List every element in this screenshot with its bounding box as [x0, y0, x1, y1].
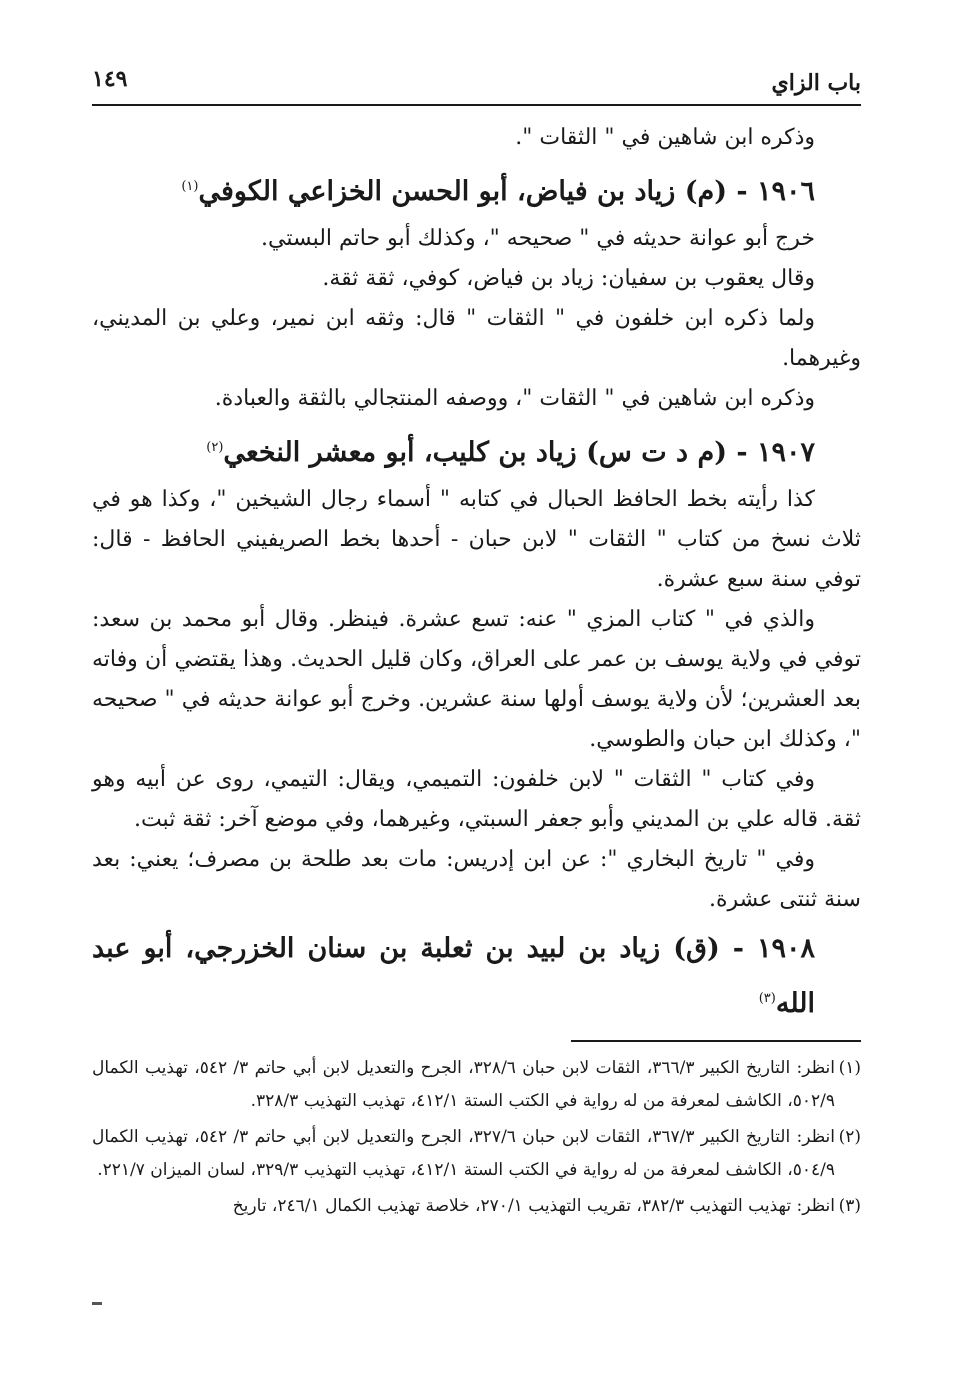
paragraph: وذكره ابن شاهين في " الثقات ". — [515, 125, 815, 150]
footnote-1 — [92, 1052, 861, 1118]
paragraph: ولما ذكره ابن خلفون في " الثقات " قال: وثقه ابن نمير، وعلي بن المديني، وغيرهما. — [92, 306, 861, 371]
main-text — [92, 118, 861, 1031]
footnote-2 — [92, 1121, 861, 1187]
footnote-ref: (٣) — [758, 991, 776, 1006]
chapter-title: باب الزاي — [771, 70, 861, 96]
entry-title: ١٩٠٧ - (م د ت س) زياد بن كليب، أبو معشر النخعي — [223, 437, 815, 468]
footnote-ref: (٢) — [206, 440, 224, 455]
entry-heading-1908 — [92, 924, 861, 1029]
footnote-3 — [92, 1190, 861, 1223]
footnote-number: (٢) — [838, 1127, 861, 1147]
page-header — [92, 58, 861, 106]
paragraph: وفي كتاب " الثقات " لابن خلفون: التميمي، ويقال: التيمي، روى عن أبيه وهو ثقة. قاله علي بن المديني وأبو جعفر السبتي، وغيرهما، وفي موضع آخر: ثقة ثبت. — [92, 767, 861, 832]
entry-title: ١٩٠٨ - (ق) زياد بن لبيد بن ثعلبة بن سنان الخزرجي، أبو عبد الله — [92, 933, 815, 1019]
entry-title: ١٩٠٦ - (م) زياد بن فياض، أبو الحسن الخزاعي الكوفي — [198, 176, 815, 207]
footnote-number: (٣) — [838, 1196, 861, 1216]
paragraph: وفي " تاريخ البخاري ": عن ابن إدريس: مات بعد طلحة بن مصرف؛ يعني: بعد سنة ثنتى عشرة. — [92, 847, 861, 912]
footnote-number: (١) — [838, 1058, 861, 1078]
footnote-divider — [571, 1040, 861, 1042]
footnote-text: انظر: التاريخ الكبير ٣٦٦/٣، الثقات لابن حبان ٣٢٨/٦، الجرح والتعديل لابن أبي حاتم ٣/ ٥٤٢، تهذيب الكمال ٥٠٢/٩، الكاشف لمعرفة من له رواية في الكتب الستة ٤١٢/١، تهذيب التهذيب ٣٢٨/٣. — [92, 1058, 835, 1111]
footnote-text: انظر: التاريخ الكبير ٣٦٧/٣، الثقات لابن حبان ٣٢٧/٦، الجرح والتعديل لابن أبي حاتم ٣/ ٥٤٢، تهذيب الكمال ٥٠٤/٩، الكاشف لمعرفة من له رواية في الكتب الستة ٤١٢/١، تهذيب التهذيب ٣٢٩/٣، لسان الميزان ٢٢١/٧. — [92, 1127, 835, 1180]
footnote-ref: (١) — [181, 179, 199, 194]
footnote-text: انظر: تهذيب التهذيب ٣٨٢/٣، تقريب التهذيب ٢٧٠/١، خلاصة تهذيب الكمال ٢٤٦/١، تاريخ — [232, 1196, 835, 1216]
paragraph: والذي في " كتاب المزي " عنه: تسع عشرة. فينظر. وقال أبو محمد بن سعد: توفي في ولاية يوسف بن عمر على العراق، وكان قليل الحديث. وهذا يقتضي أن وفاته بعد العشرين؛ لأن ولاية يوسف أولها سنة عشرين. وخرج أبو عوانة حديثه في " صحيحه "، وكذلك ابن حبان والطوسي. — [92, 607, 861, 752]
entry-heading-1907 — [92, 423, 861, 478]
footnotes — [92, 1052, 861, 1226]
page-number: ١٤٩ — [92, 66, 128, 92]
paragraph: كذا رأيته بخط الحافظ الحبال في كتابه " أسماء رجال الشيخين "، وكذا هو في ثلاث نسخ من كتاب " الثقات " لابن حبان - أحدها بخط الصريفيني الحافظ - قال: توفي سنة سبع عشرة. — [92, 487, 861, 592]
paragraph: وقال يعقوب بن سفيان: زياد بن فياض، كوفي، ثقة ثقة. — [322, 266, 815, 291]
paragraph: وذكره ابن شاهين في " الثقات "، ووصفه المنتجالي بالثقة والعبادة. — [214, 386, 815, 411]
entry-heading-1906 — [92, 162, 861, 217]
paragraph: خرج أبو عوانة حديثه في " صحيحه "، وكذلك أبو حاتم البستي. — [260, 226, 815, 251]
continuation-mark — [92, 1302, 102, 1305]
